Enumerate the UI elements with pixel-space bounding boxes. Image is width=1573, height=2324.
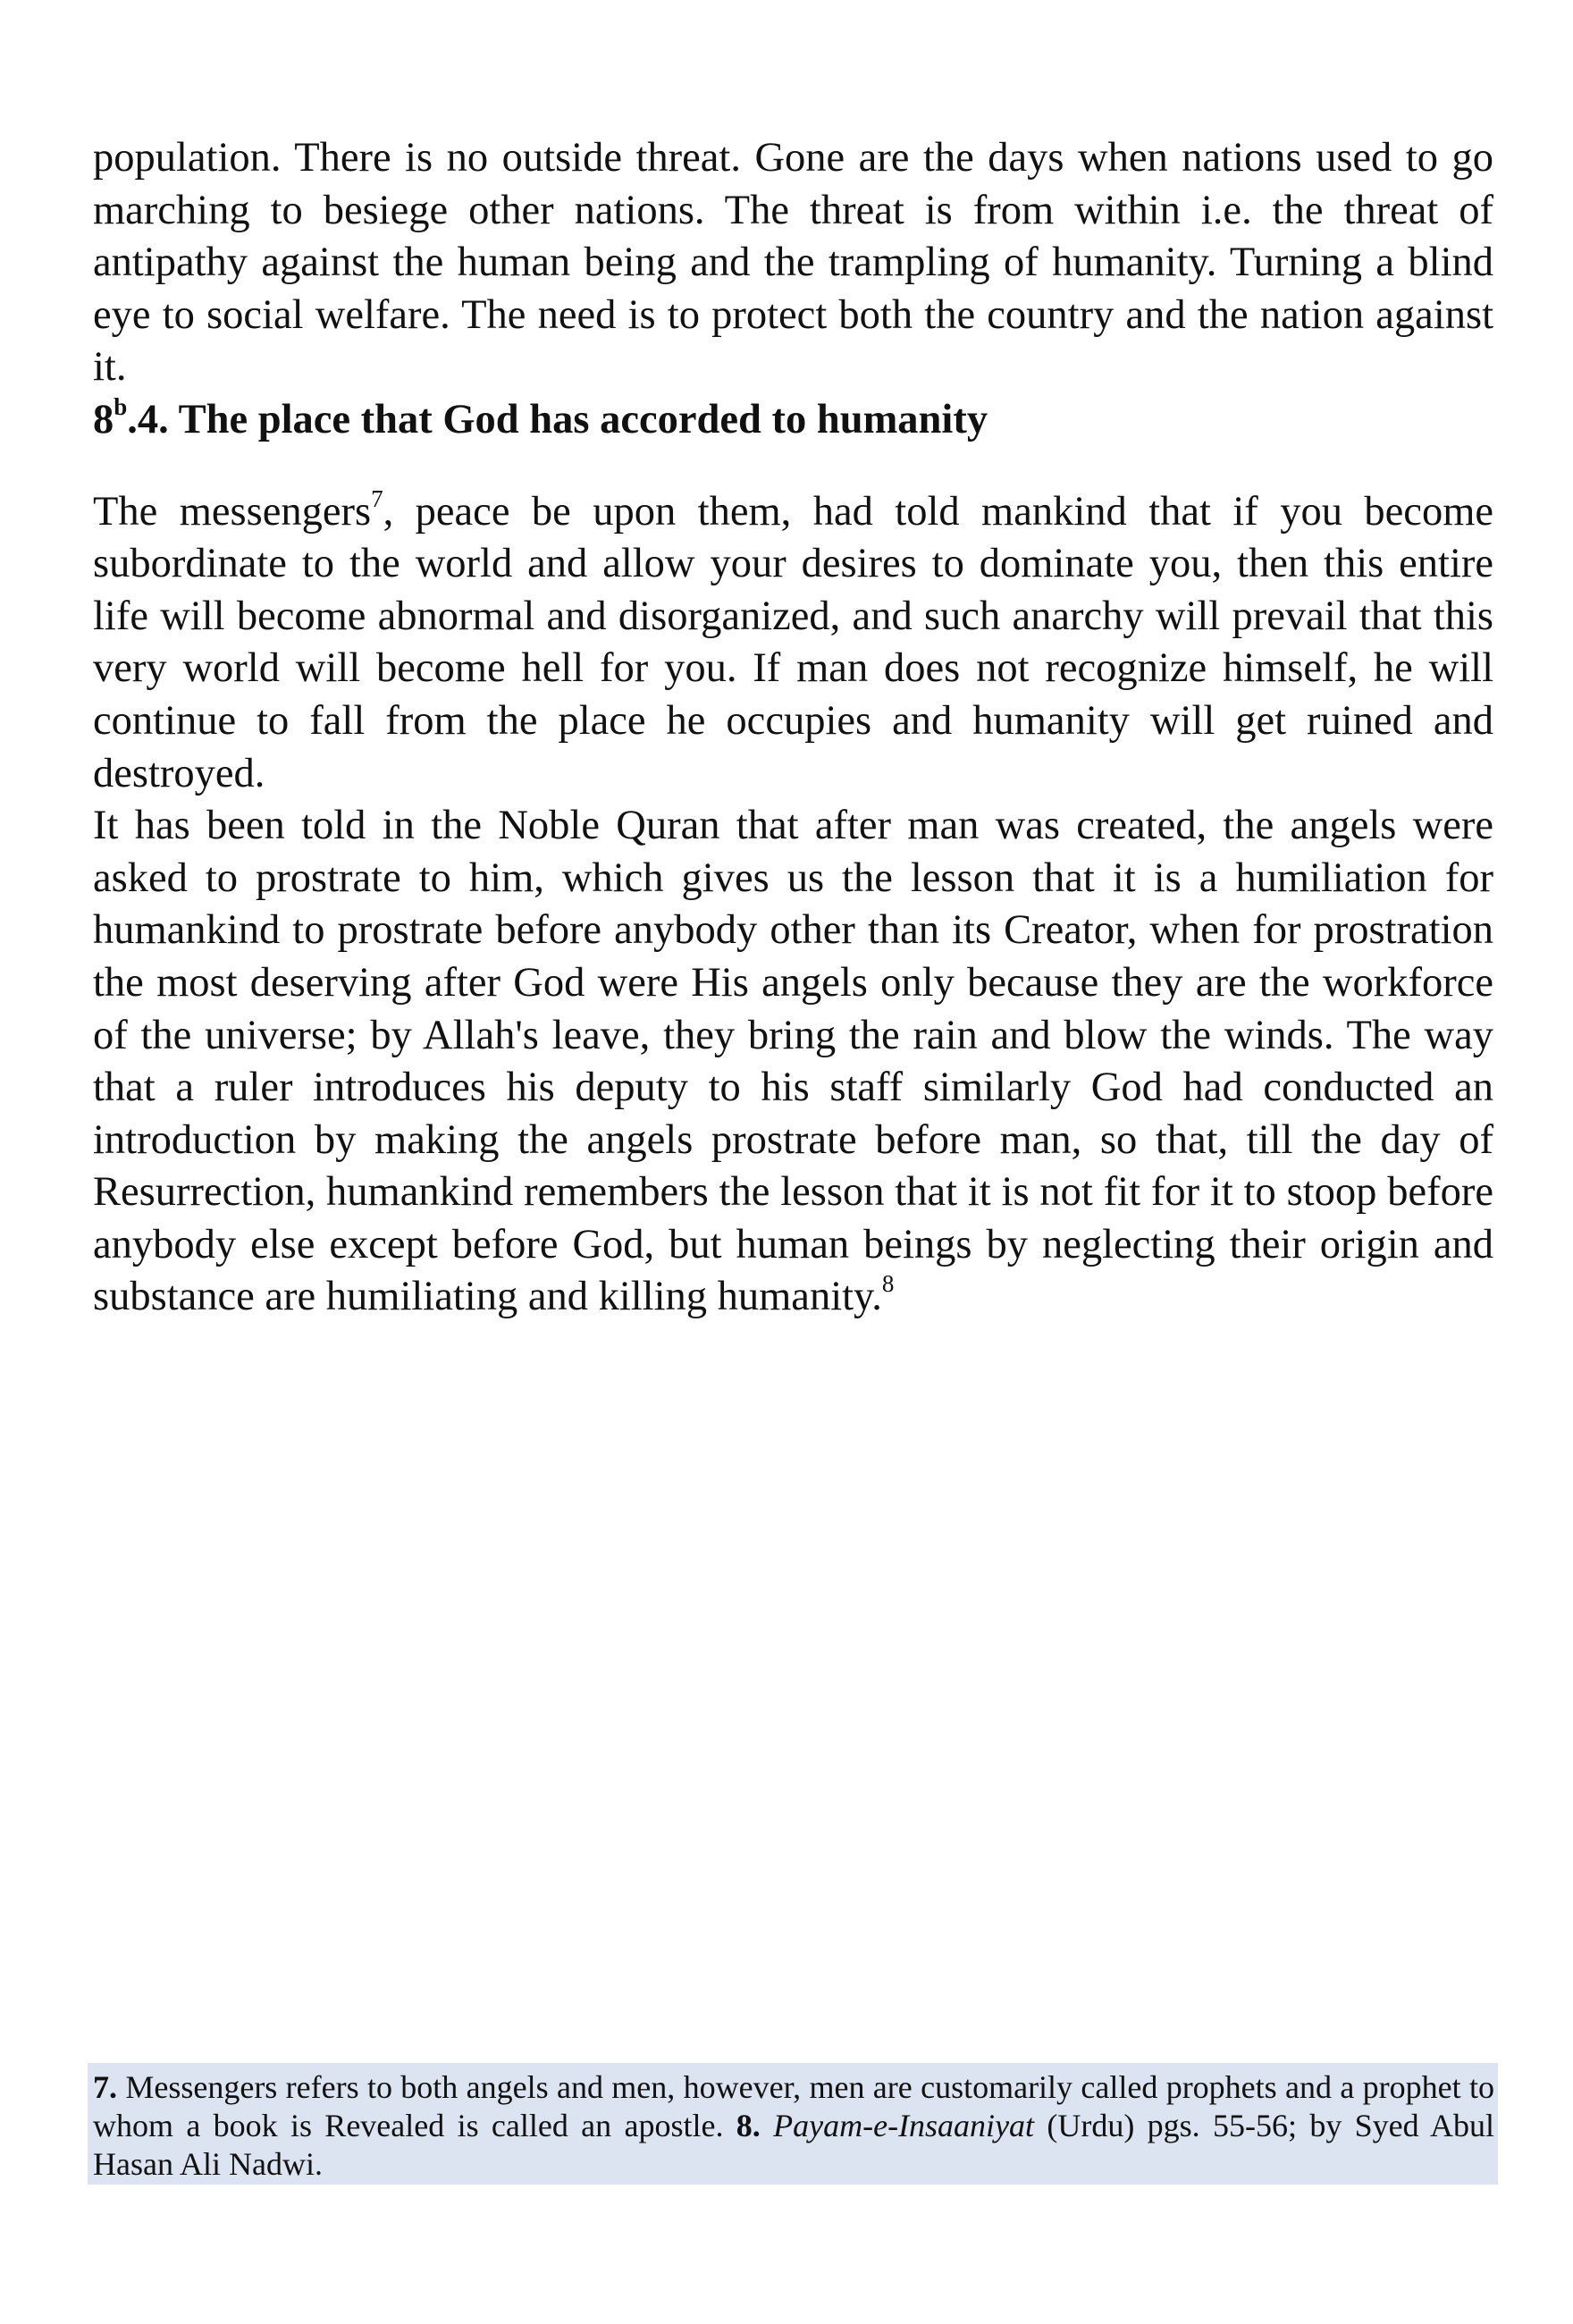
paragraph-quran — [93, 800, 1493, 1324]
paragraph-quran-text: It has been told in the Noble Quran that after man was created, the angels were asked to prostrate to him, which gives us the lesson that it is a humiliation for humankind to prostrate before anybody other than its Creator, when for prostration the most deserving after God were His angels only because they are the workforce of the universe; by Allah's leave, they bring the rain and blow the winds. The way that a ruler introduces his deputy to his staff similarly God had conducted an introduction by making the angels prostrate before man, so that, till the day of Resurrection, humankind remembers the lesson that it is not fit for it to stoop before anybody else except before God, but human beings by neglecting their origin and substance are humiliating and killing humanity. — [93, 803, 1493, 1320]
footnote-8-text: (Urdu) pgs. 55-56; by Syed Abul Hasan Ali Nadwi. — [93, 2108, 1495, 2182]
section-title: .4. The place that God has accorded to humanity — [127, 396, 988, 442]
section-heading — [93, 394, 1493, 447]
section-number: 8 — [93, 396, 114, 442]
paragraph-messengers-rest: , peace be upon them, had told mankind that if you become subordinate to the world and allow your desires to dominate you, then this entire life will become abnormal and disorganized, and such anarchy will prevail that this very world will become hell for you. If man does not recognize himself, he will continue to fall from the place he occupies and humanity will get ruined and destroyed. — [93, 488, 1493, 796]
footnotes-box — [88, 2063, 1498, 2185]
footnote-8-number: 8. — [736, 2108, 761, 2143]
footnote-ref-8[interactable]: 8 — [881, 1270, 895, 1298]
footnote-8-title: Payam-e-Insaaniyat — [773, 2108, 1035, 2143]
paragraph-messengers-start: The messengers — [93, 488, 372, 535]
section-number-superscript: b — [114, 393, 128, 421]
paragraph-messengers — [93, 486, 1493, 801]
footnote-7-number: 7. — [93, 2069, 117, 2105]
footnote-ref-7[interactable]: 7 — [371, 484, 383, 512]
page-body — [93, 132, 1493, 1324]
footnote-7-text: Messengers refers to both angels and men, however, men are customarily called prophets and a prophet to whom a book is Revealed is called an apostle. — [93, 2069, 1494, 2143]
paragraph-population: population. There is no outside threat. Gone are the days when nations used to go marching to besiege other nations. The threat is from within i.e. the threat of antipathy against the human being and the trampling of humanity. Turning a blind eye to social welfare. The need is to protect both the country and the nation against it. — [93, 135, 1493, 391]
